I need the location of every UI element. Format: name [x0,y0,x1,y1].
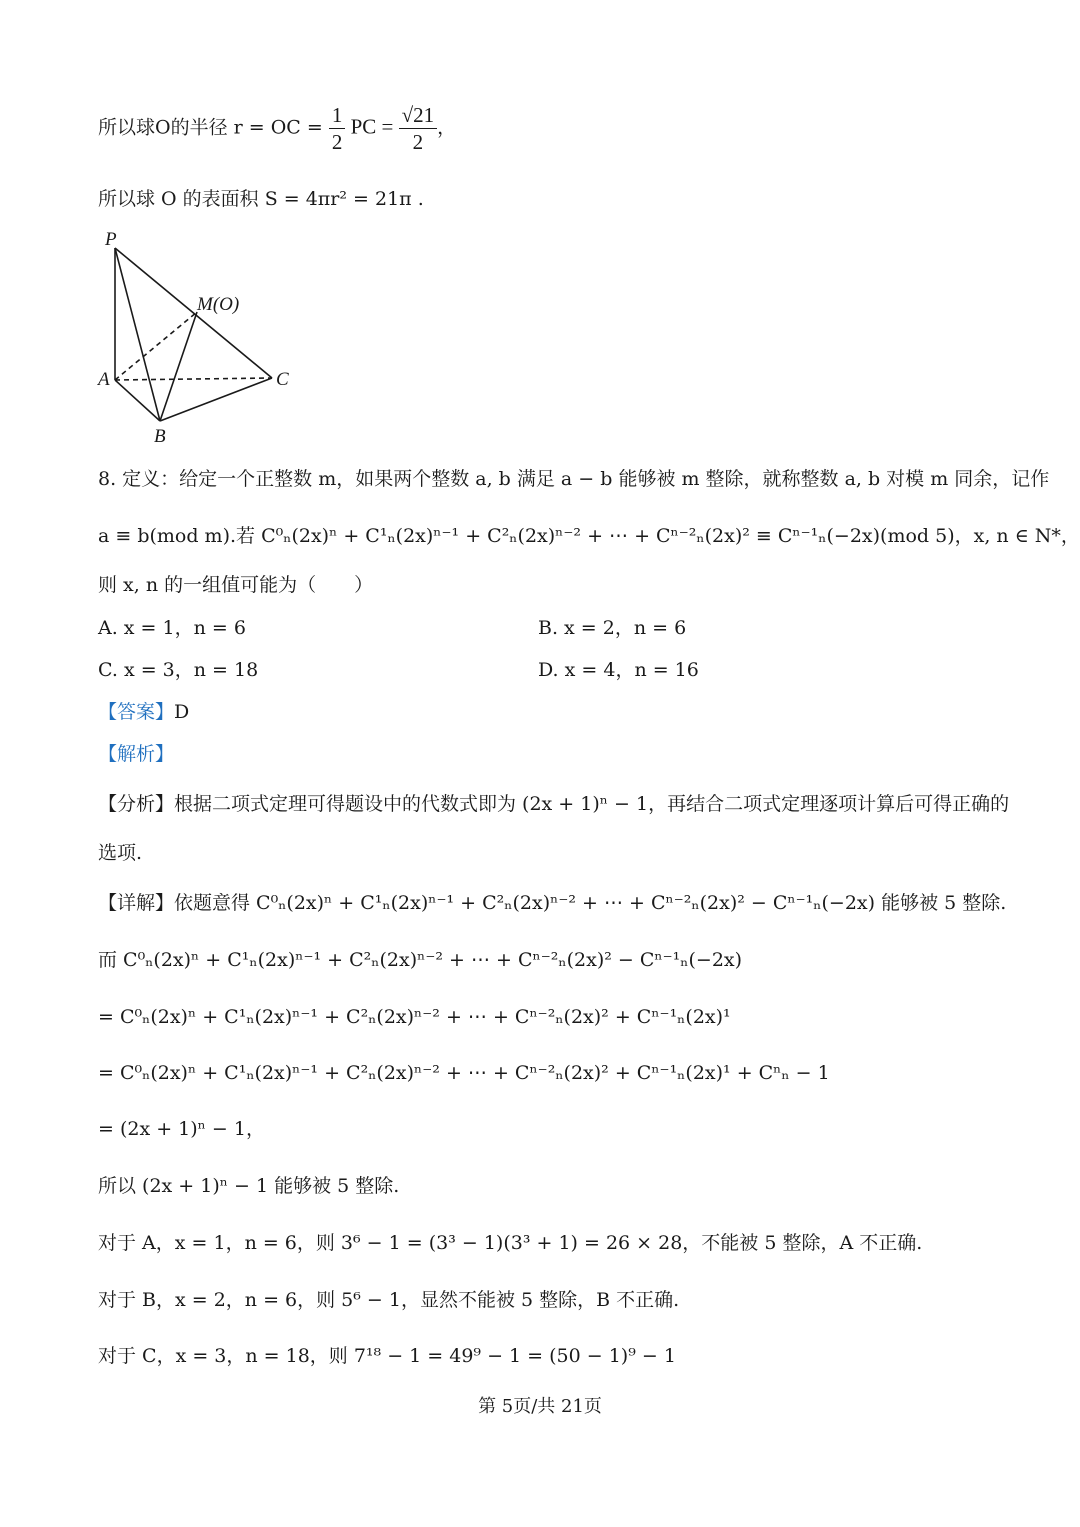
detail-line4: = C⁰ₙ(2x)ⁿ + C¹ₙ(2x)ⁿ⁻¹ + C²ₙ(2x)ⁿ⁻² + ⋯ + Cⁿ⁻²ₙ(2x)² + Cⁿ⁻¹ₙ(2x)¹ + Cⁿₙ − 1 [98,1062,830,1084]
label-A: A [98,369,110,390]
fraction-sqrt21-half: $\frac{√21}{2}$ [399,102,438,155]
radius-line-tail: ， [437,116,457,139]
label-C: C [276,369,289,390]
answer-value: D [174,701,190,723]
q8-line2: a ≡ b(mod m).若 C⁰ₙ(2x)ⁿ + C¹ₙ(2x)ⁿ⁻¹ + C²ₙ(2x)ⁿ⁻² + ⋯ + Cⁿ⁻²ₙ(2x)² ≡ Cⁿ⁻¹ₙ(−2x)(mod 5)，x, n ∈ N*， [98,525,1080,547]
edge-BC [160,378,272,421]
pyramid-figure [96,228,316,450]
edge-PB [115,248,160,421]
detail-line6: 所以 (2x + 1)ⁿ − 1 能够被 5 整除. [98,1175,400,1197]
analysis-tag: 【解析】 [98,743,175,765]
edge-AC-dashed [115,378,272,380]
edge-AB [115,380,160,421]
option-D: D. x = 4，n = 16 [538,659,699,681]
detail-line8: 对于 B，x = 2，n = 6，则 5⁶ − 1，显然不能被 5 整除，B 不正确. [98,1289,680,1311]
answer-line [98,699,189,725]
answer-tag: 【答案】 [98,701,175,723]
q8-line3: 则 x, n 的一组值可能为（ ） [98,574,374,596]
radius-line [98,102,456,155]
detail-line7: 对于 A，x = 1，n = 6，则 3⁶ − 1 = (3³ − 1)(3³ + 1) = 26 × 28，不能被 5 整除，A 不正确. [98,1232,923,1254]
detail-line1: 【详解】依题意得 C⁰ₙ(2x)ⁿ + C¹ₙ(2x)ⁿ⁻¹ + C²ₙ(2x)ⁿ⁻² + ⋯ + Cⁿ⁻²ₙ(2x)² − Cⁿ⁻¹ₙ(−2x) 能够被 5 整除. [98,892,1007,914]
page-footer: 第 5页/共 21页 [478,1396,602,1417]
fenxi-line1: 【分析】根据二项式定理可得题设中的代数式即为 (2x + 1)ⁿ − 1，再结合二项式定理逐项计算后可得正确的 [98,793,1010,815]
detail-line5: = (2x + 1)ⁿ − 1， [98,1118,265,1140]
radius-line-text: 所以球O的半径 r = OC = [98,116,329,139]
detail-line9: 对于 C，x = 3，n = 18，则 7¹⁸ − 1 = 49⁹ − 1 = (50 − 1)⁹ − 1 [98,1345,676,1367]
detail-line2: 而 C⁰ₙ(2x)ⁿ + C¹ₙ(2x)ⁿ⁻¹ + C²ₙ(2x)ⁿ⁻² + ⋯ + Cⁿ⁻²ₙ(2x)² − Cⁿ⁻¹ₙ(−2x) [98,949,743,971]
option-C: C. x = 3，n = 18 [98,659,259,681]
fenxi-line2: 选项. [98,842,143,864]
label-B: B [154,426,166,447]
edge-PC [115,248,272,378]
surface-area-line: 所以球 O 的表面积 S = 4πr² = 21π . [98,188,424,210]
option-A: A. x = 1，n = 6 [98,617,246,639]
detail-line3: = C⁰ₙ(2x)ⁿ + C¹ₙ(2x)ⁿ⁻¹ + C²ₙ(2x)ⁿ⁻² + ⋯ + Cⁿ⁻²ₙ(2x)² + Cⁿ⁻¹ₙ(2x)¹ [98,1006,731,1028]
option-B: B. x = 2，n = 6 [538,617,687,639]
label-P: P [105,229,117,250]
radius-line-mid: PC = [345,114,399,139]
fraction-one-half: $\frac{1}{2}$ [329,102,346,155]
q8-line1: 8. 定义：给定一个正整数 m，如果两个整数 a, b 满足 a − b 能够被 m 整除，就称整数 a, b 对模 m 同余，记作 [98,468,1050,490]
label-M: M(O) [197,294,240,315]
